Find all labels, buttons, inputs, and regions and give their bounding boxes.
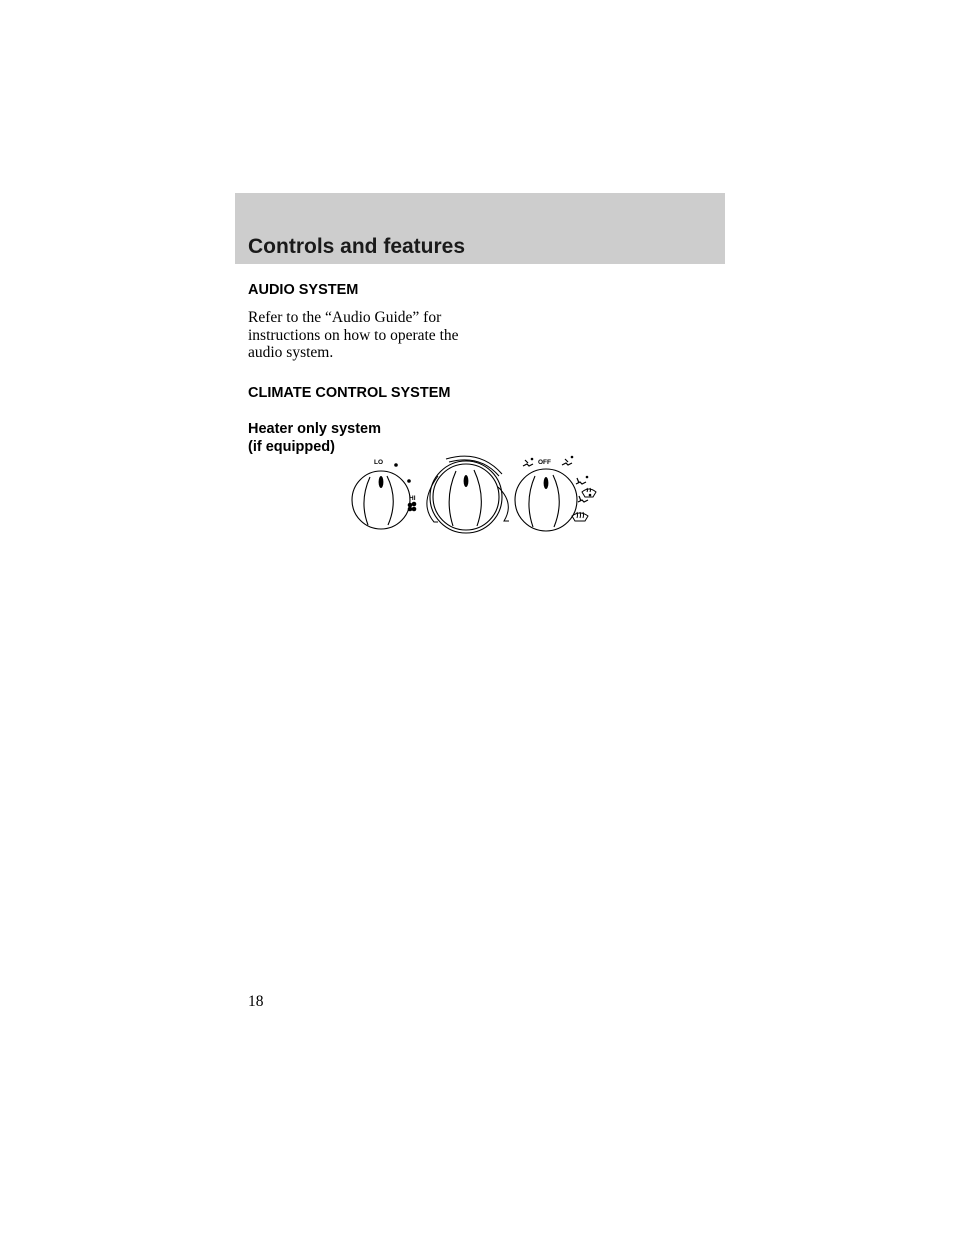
heater-subheading-line-2: (if equipped) [248, 438, 335, 455]
heater-controls-illustration [340, 448, 610, 543]
audio-line-3: audio system. [248, 344, 334, 361]
fan-lo-label: LO [374, 459, 384, 466]
header-band [235, 193, 725, 264]
mode-knob [515, 469, 577, 531]
audio-line-2: instructions on how to operate the [248, 326, 459, 344]
fan-speed-knob [352, 471, 410, 529]
temperature-knob [427, 456, 509, 533]
audio-system-paragraph [248, 309, 548, 362]
main-content [248, 281, 548, 456]
climate-control-heading: CLIMATE CONTROL SYSTEM [248, 384, 451, 401]
heater-subheading-line-1: Heater only system [248, 420, 381, 437]
mode-off-label: OFF [538, 459, 551, 466]
fan-icon [408, 502, 417, 512]
page-header-title: Controls and features [248, 235, 466, 258]
fan-dot-marker [394, 463, 398, 467]
fan-dot-marker [407, 479, 411, 483]
page-number: 18 [248, 993, 264, 1010]
audio-line-1: Refer to the “Audio Guide” for [248, 309, 442, 326]
defrost-icon [572, 488, 596, 521]
audio-system-heading: AUDIO SYSTEM [248, 282, 359, 298]
fan-hi-label: HI [409, 495, 416, 502]
